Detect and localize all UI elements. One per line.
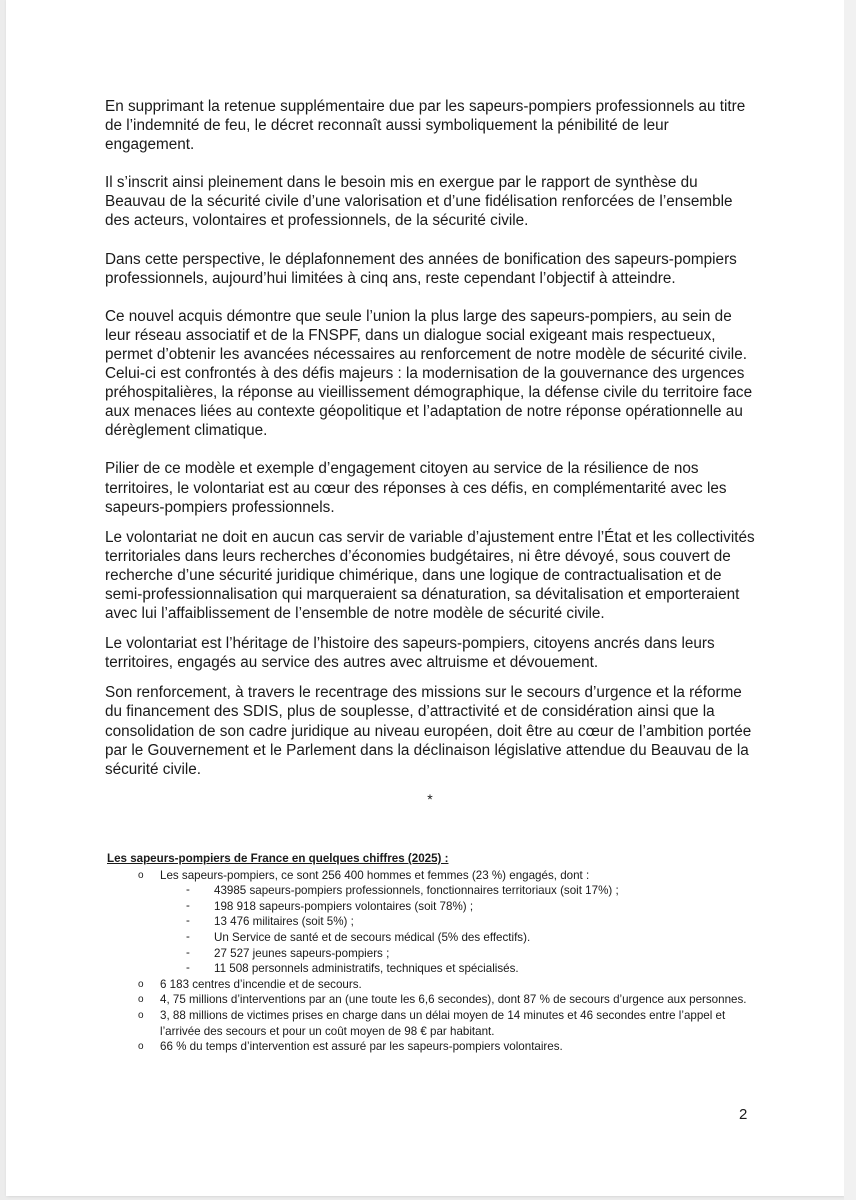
paragraph: Ce nouvel acquis démontre que seule l’union la plus large des sapeurs-pompiers, au sein de leur réseau associatif et de la FNSPF, dans un dialogue social exigeant mais respectueux, permet d’obtenir les avancées nécessaires au renforcement de notre modèle de sécurité civile. Celui-ci est confrontés à des défis majeurs : la modernisation de la gouvernance des urgences préhospitalières, la réponse au vieillissement démographique, la défense civile du territoire face aux menaces liées au contexte géopolitique et l’adaptation de notre réponse opérationnelle au dérèglement climatique. (105, 307, 753, 440)
dash-bullet-icon: - (186, 929, 190, 943)
list-item-text: Les sapeurs-pompiers, ce sont 256 400 hommes et femmes (23 %) engagés, dont : (160, 868, 590, 882)
list-item-text: 66 % du temps d’intervention est assuré par les sapeurs-pompiers volontaires. (160, 1040, 563, 1054)
list-item-text: 4, 75 millions d’interventions par an (une toute les 6,6 secondes), dont 87 % de secours d’urgence aux personnes. (160, 993, 747, 1007)
sub-list-item-text: 43985 sapeurs-pompiers professionnels, fonctionnaires territoriaux (soit 17%) ; (214, 884, 619, 898)
list-item-text: 3, 88 millions de victimes prises en charge dans un délai moyen de 14 minutes et 46 secondes entre l’appel et l’arrivée des secours et pour un coût moyen de 98 € par habitant. (160, 1008, 726, 1038)
key-figures-title: Les sapeurs-pompiers de France en quelques chiffres (2025) : (107, 852, 449, 865)
document-page (6, 0, 844, 1196)
sub-list-item (160, 946, 747, 962)
paragraph: Le volontariat ne doit en aucun cas servir de variable d’ajustement entre l’État et les collectivités territoriales dans leurs recherches d’économies budgétaires, ni être dévoyé, sous couvert de recherche d’une sécurité juridique chimérique, dans une logique de contractualisation et de semi-professionnalisation qui marqueraient sa dénaturation, sa dévitalisation et emporteraient avec lui l’affaiblissement de l’ensemble de notre modèle de sécurité civile. (105, 528, 755, 623)
key-figures-section (107, 851, 747, 1055)
sub-list-item (160, 930, 747, 946)
list-item (107, 1008, 747, 1039)
bullet-circle-icon: o (138, 994, 144, 1006)
list-item-text: 6 183 centres d’incendie et de secours. (160, 977, 362, 991)
sub-list-item (160, 961, 747, 977)
document-body (105, 97, 755, 809)
scrollbar[interactable] (844, 0, 856, 1200)
paragraph: En supprimant la retenue supplémentaire due par les sapeurs-pompiers professionnels au titre de l’indemnité de feu, le décret reconnaît aussi symboliquement la pénibilité de leur engagement. (105, 98, 746, 154)
list-item (107, 977, 747, 993)
list-item (107, 992, 747, 1008)
dash-bullet-icon: - (186, 961, 190, 975)
dash-bullet-icon: - (186, 898, 190, 912)
sub-list-item-text: 11 508 personnels administratifs, techniques et spécialisés. (214, 962, 519, 976)
sub-list-item (160, 883, 747, 899)
sub-list-item (160, 914, 747, 930)
section-separator: * (427, 790, 433, 807)
paragraph: Il s’inscrit ainsi pleinement dans le besoin mis en exergue par le rapport de synthèse du Beauvau de la sécurité civile d’une valorisation et d’une fidélisation renforcées de l’ensemble des acteurs, volontaires et professionnels, de la sécurité civile. (105, 174, 733, 230)
dash-bullet-icon: - (186, 883, 190, 897)
bullet-circle-icon: o (138, 1041, 144, 1053)
paragraph: Son renforcement, à travers le recentrage des missions sur le secours d’urgence et la réforme du financement des SDIS, plus de souplesse, d’attractivité et de considération ainsi que la consolidation de son cadre juridique au niveau européen, doit être au cœur de l’ambition portée par le Gouvernement et le Parlement dans la déclinaison législative attendue du Beauvau de la sécurité civile. (105, 684, 752, 778)
list-item (107, 1039, 747, 1055)
dash-bullet-icon: - (186, 945, 190, 959)
sub-list-item-text: 27 527 jeunes sapeurs-pompiers ; (214, 946, 390, 960)
bullet-circle-icon: o (138, 978, 144, 990)
list-item (107, 868, 747, 977)
sub-list-item (160, 899, 747, 915)
sub-list-item-text: Un Service de santé et de secours médical (5% des effectifs). (214, 930, 531, 944)
paragraph: Pilier de ce modèle et exemple d’engagement citoyen au service de la résilience de nos territoires, le volontariat est au cœur des réponses à ces défis, en complémentarité avec les sapeurs-pompiers professionnels. (105, 460, 727, 516)
dash-bullet-icon: - (186, 914, 190, 928)
paragraph: Le volontariat est l’héritage de l’histoire des sapeurs-pompiers, citoyens ancrés dans leurs territoires, engagés au service des autres avec altruisme et dévouement. (105, 635, 715, 672)
bullet-circle-icon: o (138, 1009, 144, 1021)
sub-list (160, 883, 747, 977)
sub-list-item-text: 13 476 militaires (soit 5%) ; (214, 915, 354, 929)
bullet-circle-icon: o (138, 869, 144, 881)
key-figures-list (107, 868, 747, 1055)
page-number: 2 (739, 1106, 748, 1123)
paragraph: Dans cette perspective, le déplafonnement des années de bonification des sapeurs-pompiers professionnels, aujourd’hui limitées à cinq ans, reste cependant l’objectif à atteindre. (105, 250, 737, 287)
sub-list-item-text: 198 918 sapeurs-pompiers volontaires (soit 78%) ; (214, 899, 474, 913)
